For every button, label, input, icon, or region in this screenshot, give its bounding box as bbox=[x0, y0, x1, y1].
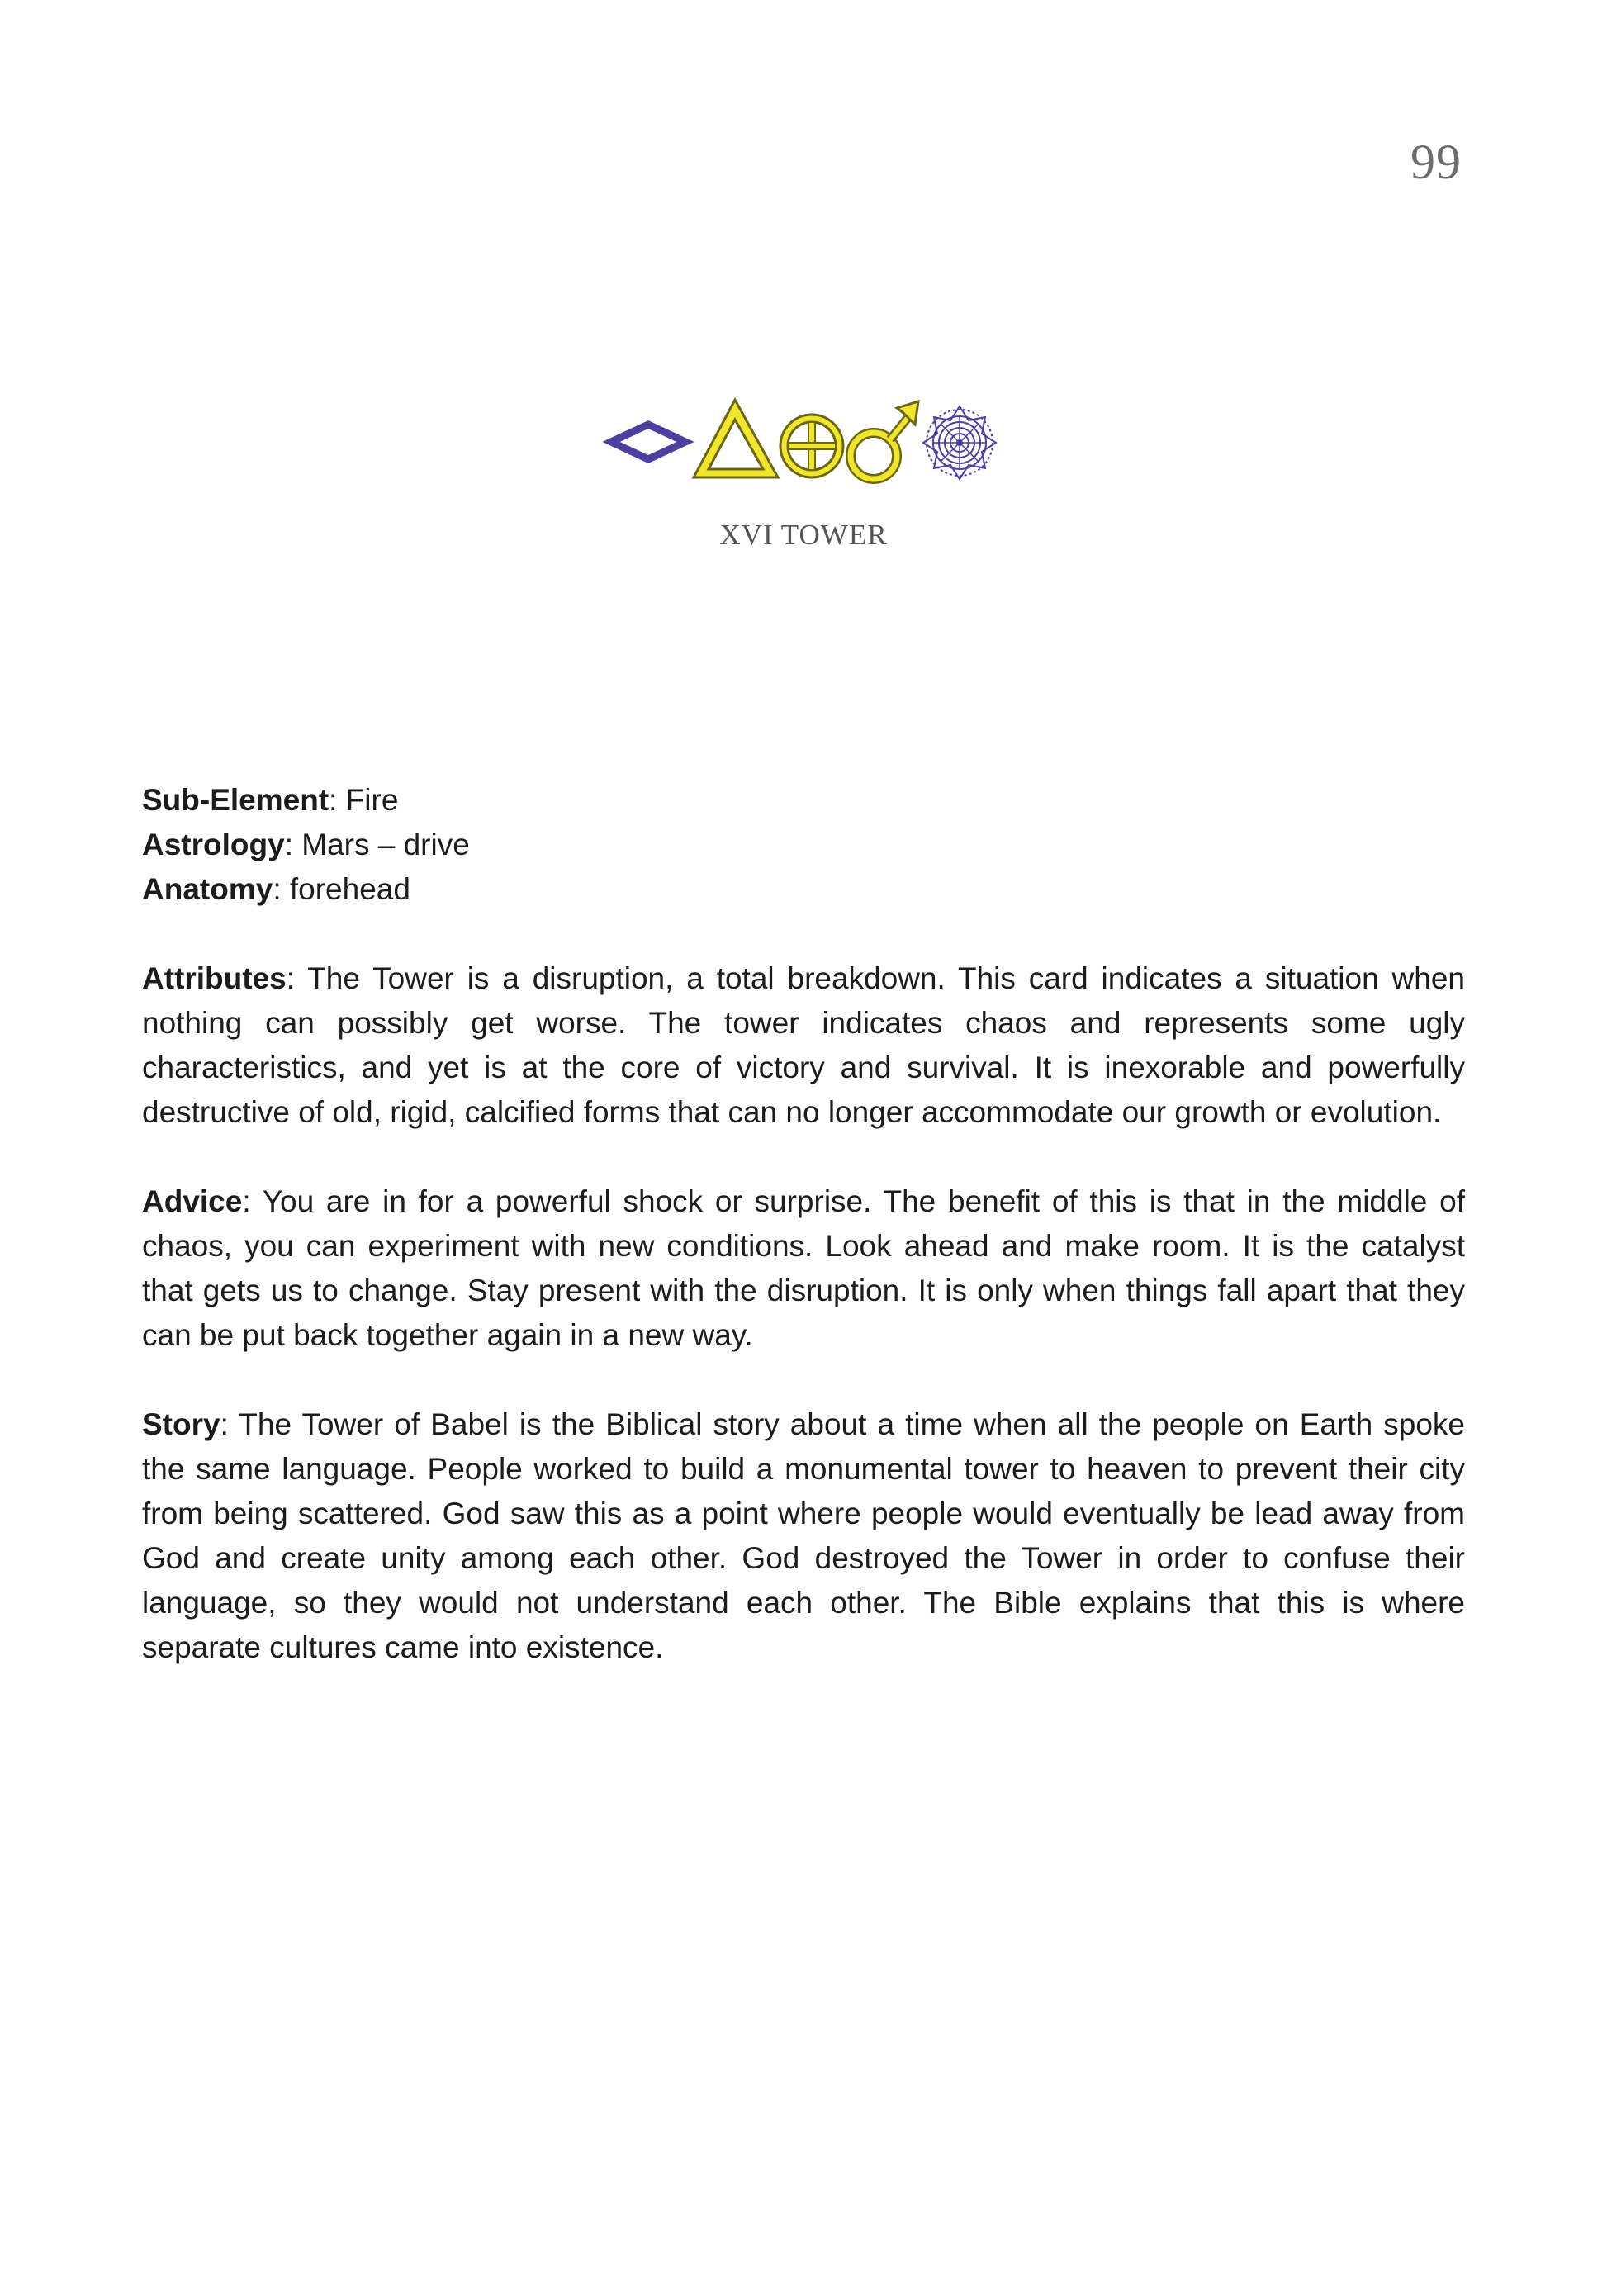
diamond-icon bbox=[611, 425, 685, 459]
astrology-value: Mars – drive bbox=[301, 828, 470, 861]
fire-triangle-icon bbox=[694, 400, 778, 477]
attributes-label: Attributes bbox=[142, 961, 287, 995]
anatomy-label: Anatomy bbox=[142, 872, 273, 906]
sub-element-value: Fire bbox=[345, 783, 399, 817]
advice-paragraph: Advice: You are in for a powerful shock or surprise. The benefit of this is that in the middle of chaos, you can experiment with new conditions. Look ahead and make room. It is the catalyst that gets us to change. Stay present with the disruption. It is only when things fall apart that they can be put back together again in a new way. bbox=[142, 1184, 1465, 1352]
astrology-label: Astrology bbox=[142, 828, 285, 861]
attributes-text: The Tower is a disruption, a total breakdown. This card indicates a situation when nothing can possibly get worse. The tower indicates chaos and represents some ugly characteristics, and yet is at the core of victory and survival. It is inexorable and powerfully destructive of old, rigid, calcified forms that can no longer accommodate our growth or evolution. bbox=[142, 961, 1465, 1129]
mars-icon bbox=[851, 401, 918, 479]
anatomy-value: forehead bbox=[289, 872, 410, 906]
advice-label: Advice bbox=[142, 1184, 243, 1218]
anatomy-line: Anatomy: forehead bbox=[142, 872, 410, 906]
card-title: XVI TOWER bbox=[719, 519, 888, 551]
symbol-row bbox=[603, 388, 1007, 496]
earth-cross-circle-icon bbox=[780, 415, 843, 477]
story-label: Story bbox=[142, 1407, 220, 1441]
advice-text: You are in for a powerful shock or surprise. The benefit of this is that in the middle of chaos, you can experiment with new conditions. Look ahead and make room. It is the catalyst that gets us to change. Stay present with the disruption. It is only when things fall apart that they can be put back together again in a new way. bbox=[142, 1184, 1465, 1352]
sub-element-line: Sub-Element: Fire bbox=[142, 783, 399, 817]
page-number: 99 bbox=[1410, 135, 1462, 189]
story-text: The Tower of Babel is the Biblical story about a time when all the people on Earth spoke the same language. People worked to build a monumental tower to heaven to prevent their city from being scattered. God saw this as a point where people would eventually be lead away from God and create unity among each other. God destroyed the Tower in order to confuse their language, so they would not understand each other. The Bible explains that this is where separate cultures came into existence. bbox=[142, 1407, 1465, 1664]
crown-chakra-icon bbox=[923, 406, 996, 479]
story-paragraph: Story: The Tower of Babel is the Biblical story about a time when all the people on Earth spoke the same language. People worked to build a monumental tower to heaven to prevent their city from being scattered. God saw this as a point where people would eventually be lead away from God and create unity among each other. God destroyed the Tower in order to confuse their language, so they would not understand each other. The Bible explains that this is where separate cultures came into existence. bbox=[142, 1407, 1465, 1664]
card-description bbox=[142, 778, 1465, 1670]
astrology-line: Astrology: Mars – drive bbox=[142, 828, 470, 861]
sub-element-label: Sub-Element bbox=[142, 783, 329, 817]
attributes-paragraph: Attributes: The Tower is a disruption, a total breakdown. This card indicates a situation when nothing can possibly get worse. The tower indicates chaos and represents some ugly characteristics, and yet is at the core of victory and survival. It is inexorable and powerfully destructive of old, rigid, calcified forms that can no longer accommodate our growth or evolution. bbox=[142, 961, 1465, 1129]
